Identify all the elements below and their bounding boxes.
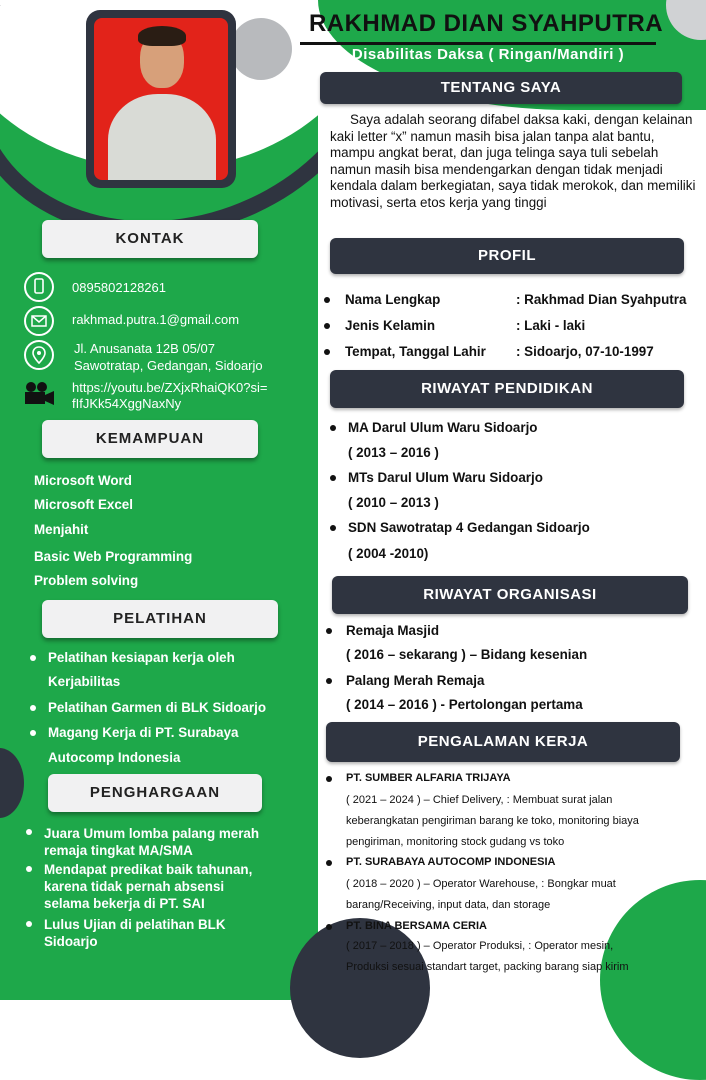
phone-icon [24,272,54,302]
training-item-3-line-1: Magang Kerja di PT. Surabaya [48,725,239,740]
contact-phone[interactable]: 0895802128261 [72,280,166,295]
bullet [324,297,330,303]
bullet [26,829,32,835]
profile-label: Nama Lengkap [345,292,441,307]
address-line-1: Jl. Anusanata 12B 05/07 [74,341,215,356]
bullet [330,525,336,531]
contact-email[interactable]: rakhmad.putra.1@gmail.com [72,312,240,327]
profile-label: Tempat, Tanggal Lahir [345,344,486,359]
bullet [326,860,332,866]
education-heading: RIWAYAT PENDIDIKAN [330,370,684,408]
experience-line: ( 2021 – 2024 ) – Chief Delivery, : Membuat surat jalan [346,794,613,806]
education-years: ( 2013 – 2016 ) [348,445,439,460]
education-years: ( 2004 -2010) [348,546,429,561]
organization-detail: ( 2016 – sekarang ) – Bidang kesenian [346,647,588,662]
training-item-2: Pelatihan Garmen di BLK Sidoarjo [48,700,267,715]
skill-item: Microsoft Excel [34,497,133,512]
training-item-3-line-2: Autocomp Indonesia [48,750,181,765]
profile-label: Jenis Kelamin [345,318,436,333]
bullet [326,924,332,930]
award-item-1-line-1: Juara Umum lomba palang merah [44,826,260,841]
bullet [30,705,36,711]
profile-value: : Sidoarjo, 07-10-1997 [516,344,654,359]
experience-line: ( 2018 – 2020 ) – Operator Warehouse, : Bongkar muat [346,878,616,890]
experience-heading: PENGALAMAN KERJA [326,722,680,762]
decorative-circle [230,18,292,80]
experience-line: barang/Receiving, input data, dan storage [346,899,551,911]
education-school: MA Darul Ulum Waru Sidoarjo [348,420,538,435]
profile-value: : Rakhmad Dian Syahputra [516,292,687,307]
training-item-1-line-1: Pelatihan kesiapan kerja oleh [48,650,235,665]
video-link-line-2: fIfJKk54XggNaxNy [72,396,182,411]
award-item-2-line-2: karena tidak pernah absensi [44,879,225,894]
organization-detail: ( 2014 – 2016 ) - Pertolongan pertama [346,697,583,712]
experience-company: PT. SURABAYA AUTOCOMP INDONESIA [346,856,556,868]
skill-item: Basic Web Programming [34,549,193,564]
bullet [326,628,332,634]
bullet [326,776,332,782]
education-school: SDN Sawotratap 4 Gedangan Sidoarjo [348,520,590,535]
education-school: MTs Darul Ulum Waru Sidoarjo [348,470,543,485]
bullet [324,349,330,355]
organization-name: Palang Merah Remaja [346,673,485,688]
video-link-line-1: https://youtu.be/ZXjxRhaiQK0?si= [72,380,268,395]
about-heading: TENTANG SAYA [320,72,682,104]
bullet [30,730,36,736]
about-text: Saya adalah seorang difabel daksa kaki, dengan kelainan kaki letter “x” namun masih bisa jalan tanpa alat bantu, mampu angkat berat, dan juga telinga saya tuli sebelah namun masih bisa mendengarkan dengan tidak menjadi kendala dalam berkegiatan, saya tidak merokok, dan memiliki motivasi, serta etos kerja yang tinggi [330,112,696,210]
bullet [324,323,330,329]
experience-line: keberangkatan pengiriman barang ke toko, monitoring biaya [346,815,639,827]
skill-item: Microsoft Word [34,473,132,488]
bullet [26,921,32,927]
skill-item: Problem solving [34,573,139,588]
experience-company: PT. SUMBER ALFARIA TRIJAYA [346,772,511,784]
video-camera-icon [22,380,58,408]
awards-heading: PENGHARGAAN [48,774,262,812]
contact-video-link[interactable] [72,380,267,412]
award-item-3 [44,916,226,950]
experience-line: pengiriman, monitoring stock gudang vs toko [346,836,565,848]
organization-heading: RIWAYAT ORGANISASI [332,576,688,614]
person-name: RAKHMAD DIAN SYAHPUTRA [308,10,664,37]
skills-heading: KEMAMPUAN [42,420,258,458]
education-years: ( 2010 – 2013 ) [348,495,439,510]
award-item-1 [44,825,259,859]
award-item-2-line-3: selama bekerja di PT. SAI [44,896,205,911]
award-item-3-line-2: Sidoarjo [44,934,98,949]
name-underline [300,42,656,45]
bullet [326,678,332,684]
organization-name: Remaja Masjid [346,623,440,638]
experience-company: PT. BINA BERSAMA CERIA [346,920,487,932]
bullet [330,475,336,481]
skill-item: Menjahit [34,522,89,537]
training-item-1-line-2: Kerjabilitas [48,674,121,689]
decorative-circle-bottom-green [600,880,706,1080]
award-item-2 [44,861,252,912]
training-heading: PELATIHAN [42,600,278,638]
bullet [30,655,36,661]
experience-line: ( 2017 – 2018 ) – Operator Produksi, : Operator mesin, [346,940,614,952]
experience-line: Produksi sesuai standart target, packing barang siap kirim [346,961,629,973]
profile-heading: PROFIL [330,238,684,274]
profile-value: : Laki - laki [516,318,586,333]
bullet [26,866,32,872]
contact-heading: KONTAK [42,220,258,258]
location-icon [24,340,54,370]
bullet [330,425,336,431]
contact-address [74,340,263,374]
award-item-1-line-2: remaja tingkat MA/SMA [44,843,193,858]
address-line-2: Sawotratap, Gedangan, Sidoarjo [74,358,263,373]
decorative-circle-bottom-dark [290,918,430,1058]
award-item-2-line-1: Mendapat predikat baik tahunan, [44,862,253,877]
person-subtitle: Disabilitas Daksa ( Ringan/Mandiri ) [351,46,625,63]
profile-photo [94,18,228,180]
award-item-3-line-1: Lulus Ujian di pelatihan BLK [44,917,226,932]
email-icon [24,306,54,336]
